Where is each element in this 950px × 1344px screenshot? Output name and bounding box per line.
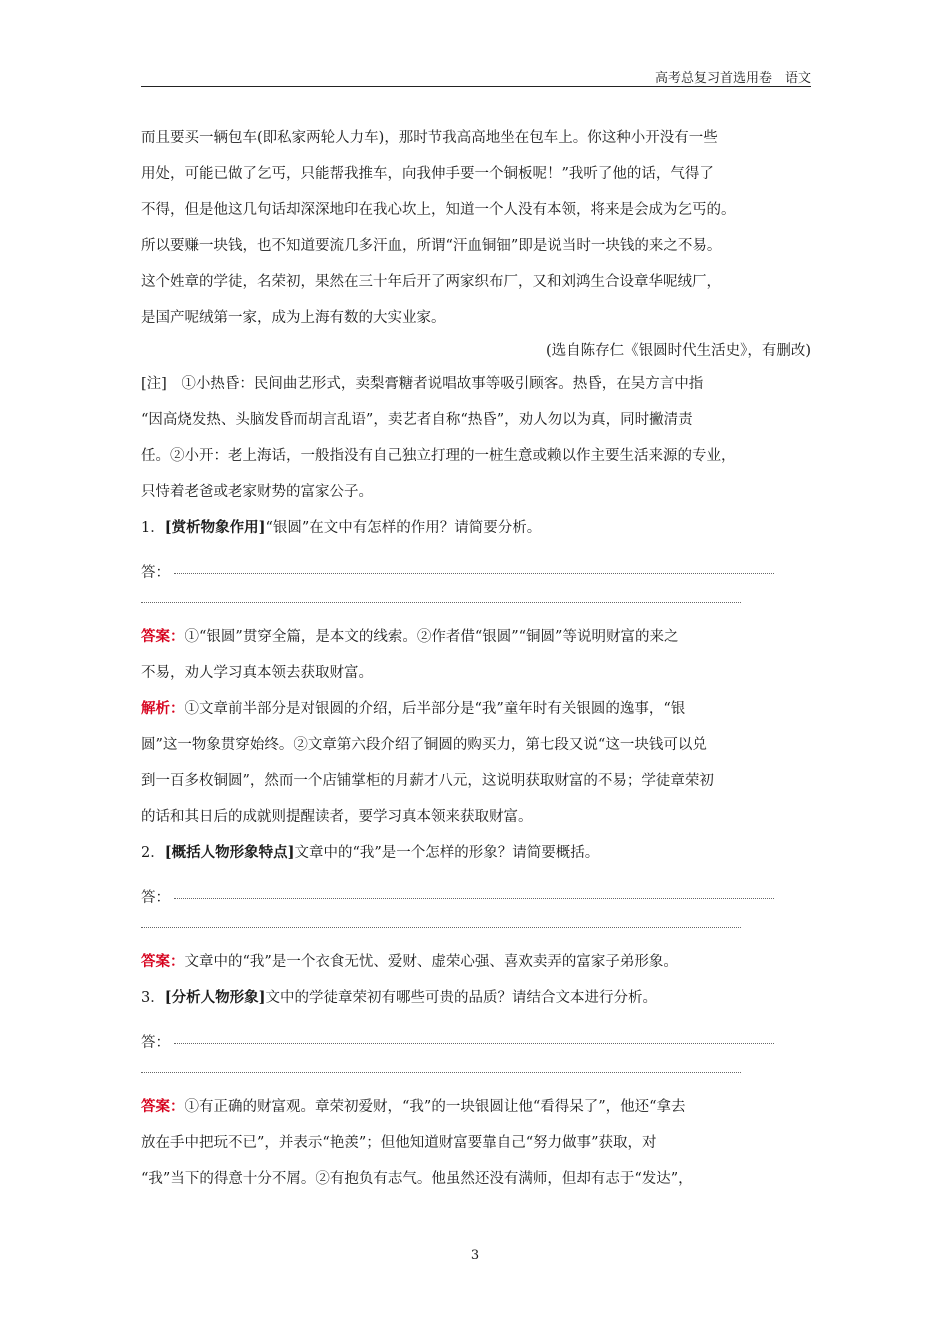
answer-blank-line[interactable] — [141, 1052, 741, 1073]
answer-label: 答案： — [141, 953, 185, 970]
header-title: 高考总复习首选用卷 语文 — [654, 71, 811, 86]
answer-label: 答案： — [141, 628, 185, 645]
passage-line: 所以要赚一块钱，也不知道要流几多汗血，所谓“汗血铜钿”即是说当时一块钱的来之不易。 — [141, 238, 722, 254]
analysis-line: 圆”这一物象贯穿始终。②文章第六段介绍了铜圆的购买力，第七段又说“这一块钱可以兑 — [141, 737, 707, 753]
answer-blank[interactable]: 答： — [141, 546, 811, 582]
answer-2: 答案：文章中的“我”是一个衣食无忧、爱财、虚荣心强、喜欢卖弄的富家子弟形象。 — [141, 953, 678, 970]
analysis-line: 到一百多枚铜圆”，然而一个店铺掌柜的月薪才八元，这说明获取财富的不易；学徒章荣初 — [141, 773, 714, 789]
analysis-line: 的话和其日后的成就则提醒读者，要学习真本领来获取财富。 — [141, 809, 533, 825]
passage-line: 不得，但是他这几句话却深深地印在我心坎上，知道一个人没有本领，将来是会成为乞丐的。 — [141, 202, 736, 218]
answer-blank-line[interactable] — [141, 582, 741, 603]
answer-blank[interactable]: 答： — [141, 871, 811, 907]
passage-line: 而且要买一辆包车(即私家两轮人力车)，那时节我高高地坐在包车上。你这种小开没有一些 — [141, 130, 718, 146]
page-number: 3 — [470, 1248, 480, 1263]
answer-blank[interactable]: 答： — [141, 1016, 811, 1052]
question-3: 3．[分析人物形象]文中的学徒章荣初有哪些可贵的品质？请结合文本进行分析。 — [141, 989, 657, 1006]
answer-line: “我”当下的得意十分不屑。②有抱负有志气。他虽然还没有满师，但却有志于“发达”， — [141, 1171, 693, 1187]
question-tag: [赏析物象作用] — [164, 519, 266, 536]
source-citation: (选自陈存仁《银圆时代生活史》，有删改) — [545, 343, 811, 359]
passage-line: 这个姓章的学徒，名荣初，果然在三十年后开了两家织布厂，又和刘鸿生合设章华呢绒厂， — [141, 274, 721, 290]
analysis-label: 解析： — [141, 700, 185, 717]
question-tag: [分析人物形象] — [164, 989, 266, 1006]
answer-line: 放在手中把玩不已”，并表示“艳羡”；但他知道财富要靠自己“努力做事”获取，对 — [141, 1135, 657, 1151]
note-line: “因高烧发热、头脑发昏而胡言乱语”，卖艺者自称“热昏”，劝人勿以为真，同时撇清责 — [141, 412, 693, 428]
answer-1: 答案：①“银圆”贯穿全篇，是本文的线索。②作者借“银圆”“铜圆”等说明财富的来之 — [141, 628, 679, 645]
passage-line: 是国产呢绒第一家，成为上海有数的大实业家。 — [141, 310, 446, 326]
answer-blank-line[interactable] — [141, 907, 741, 928]
note-line: [注] ①小热昏：民间曲艺形式，卖梨膏糖者说唱故事等吸引顾客。热昏，在吴方言中指 — [141, 376, 704, 392]
answer-3: 答案：①有正确的财富观。章荣初爱财，“我”的一块银圆让他“看得呆了”，他还“拿去 — [141, 1098, 686, 1115]
question-tag: [概括人物形象特点] — [164, 844, 295, 861]
question-2: 2．[概括人物形象特点]文章中的“我”是一个怎样的形象？请简要概括。 — [141, 844, 600, 861]
question-1: 1．[赏析物象作用]“银圆”在文中有怎样的作用？请简要分析。 — [141, 519, 542, 536]
page-header — [141, 64, 811, 87]
answer-label: 答案： — [141, 1098, 185, 1115]
note-line: 只恃着老爸或老家财势的富家公子。 — [141, 484, 373, 500]
answer-line: 不易，劝人学习真本领去获取财富。 — [141, 665, 373, 681]
page-content — [141, 120, 811, 1197]
analysis-1: 解析：①文章前半部分是对银圆的介绍，后半部分是“我”童年时有关银圆的逸事，“银 — [141, 700, 686, 717]
passage-line: 用处，可能已做了乞丐，只能帮我推车，向我伸手要一个铜板呢！”我听了他的话，气得了 — [141, 166, 714, 182]
note-line: 任。②小开：老上海话，一般指没有自己独立打理的一桩生意或赖以作主要生活来源的专业， — [141, 448, 736, 464]
